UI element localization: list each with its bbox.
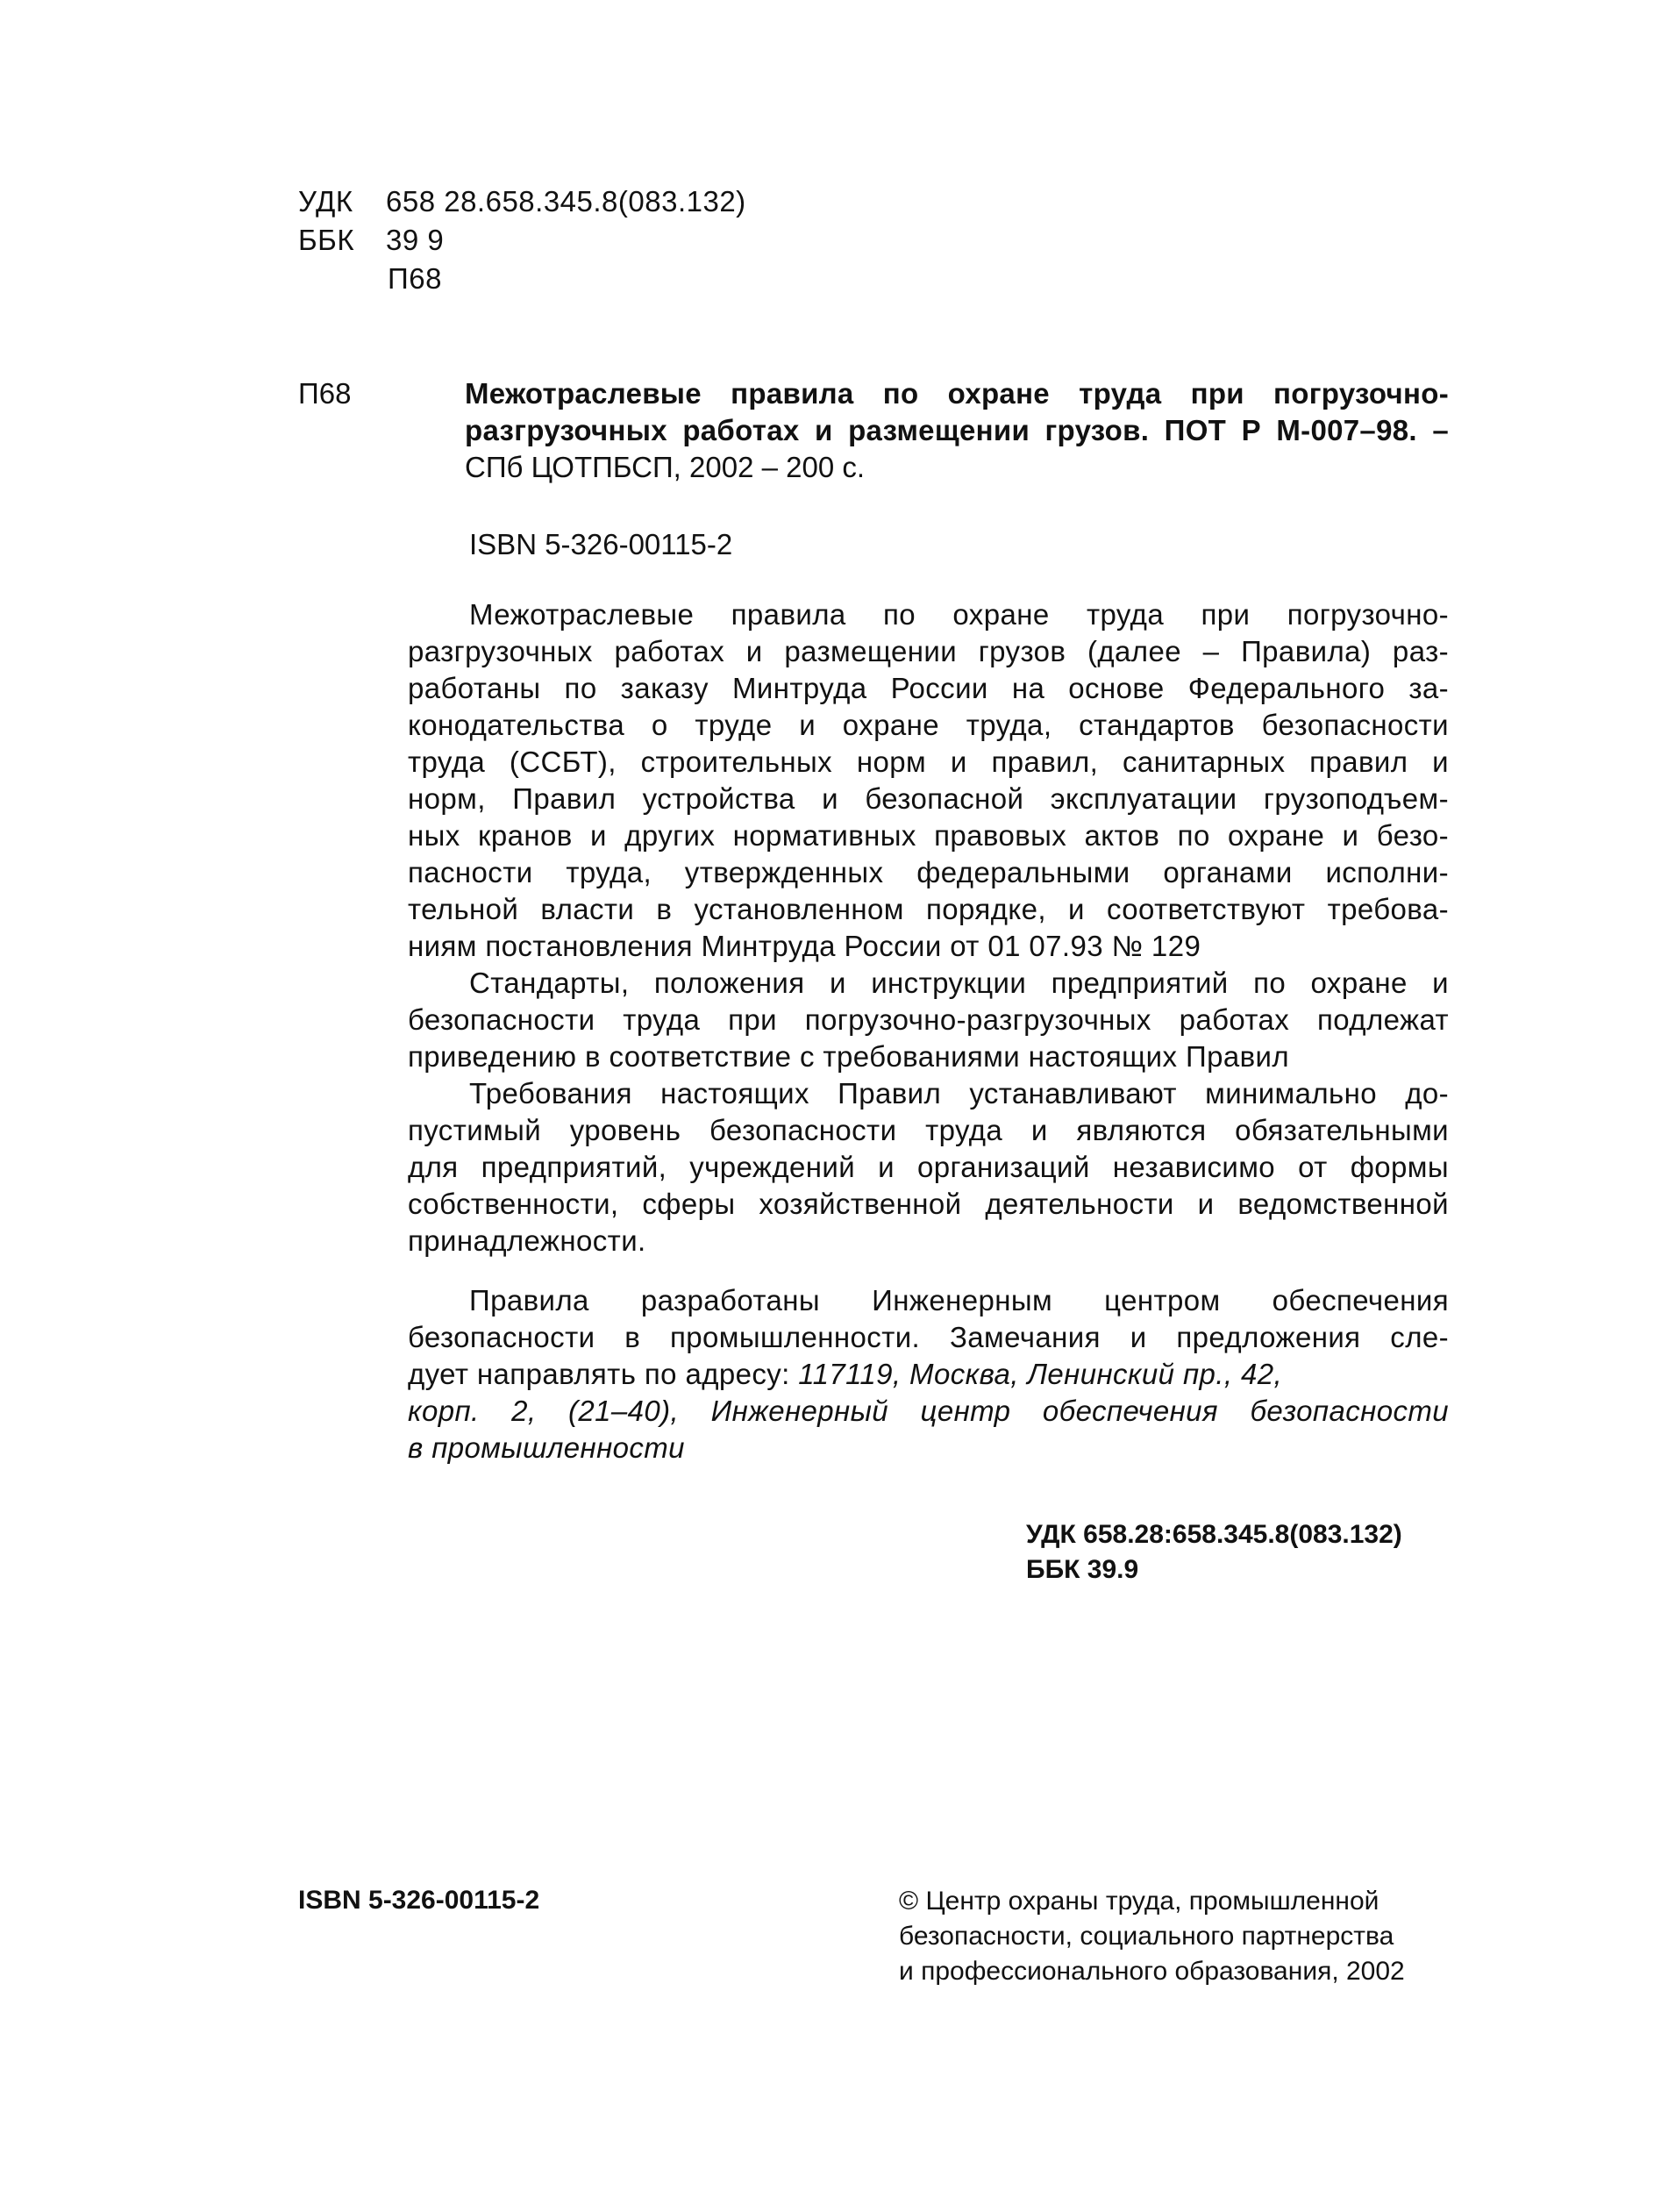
udk-key: УДК [298, 185, 353, 218]
bibliographic-title [465, 375, 1449, 486]
p1-line: конодательства о труде и охране труда, стандартов безопасности [408, 709, 1449, 741]
p3-line: принадлежности. [408, 1224, 646, 1257]
developer-note [408, 1282, 1449, 1466]
p2-line: Стандарты, положения и инструкции предприятий по охране и [469, 967, 1449, 999]
note-line: безопасности в промышленности. Замечания и предложения сле- [408, 1321, 1449, 1353]
abstract-paragraph-1 [408, 596, 1449, 965]
abstract-paragraph-2 [408, 965, 1449, 1075]
abstract-paragraph-3 [408, 1075, 1449, 1259]
bbk-key: ББК [298, 224, 355, 256]
bbk-line [298, 223, 444, 258]
p3-line: Требования настоящих Правил устанавливают минимально до- [469, 1077, 1449, 1110]
copyright-line: безопасности, социального партнерства [899, 1922, 1394, 1951]
bbk-value: 39 9 [386, 224, 445, 256]
title-line-2: разгрузочных работах и размещении грузов. ПОТ Р М-007–98. – [465, 414, 1449, 446]
classification-bottom [1026, 1517, 1402, 1588]
p1-line: работаны по заказу Минтруда России на основе Федерального за- [408, 672, 1449, 704]
udk-value: 658 28.658.345.8(083.132) [386, 185, 746, 218]
note-italic-line: в промышленности [408, 1431, 685, 1464]
title-line-1: Межотраслевые правила по охране труда при погрузочно- [465, 377, 1449, 410]
bbk-bottom: ББК 39.9 [1026, 1555, 1139, 1584]
author-sign-top: П68 [388, 262, 442, 295]
p1-line: норм, Правил устройства и безопасной эксплуатации грузоподъем- [408, 782, 1449, 815]
p2-line: приведению в соответствие с требованиями настоящих Правил [408, 1040, 1290, 1073]
author-sign-left: П68 [298, 377, 352, 410]
copyright-block [899, 1884, 1405, 1989]
note-italic-line: корп. 2, (21–40), Инженерный центр обеспечения безопасности [408, 1395, 1449, 1427]
p1-line: труда (ССБТ), строительных норм и правил, санитарных правил и [408, 746, 1449, 778]
p3-line: пустимый уровень безопасности труда и являются обязательными [408, 1114, 1449, 1146]
isbn-line: ISBN 5-326-00115-2 [469, 528, 733, 560]
note-address-italic: 117119, Москва, Ленинский пр., 42, [798, 1358, 1283, 1390]
imprint: СПб ЦОТПБСП, 2002 – 200 с. [465, 451, 866, 483]
p1-line: тельной власти в установленном порядке, и соответствуют требова- [408, 893, 1449, 925]
footer-isbn: ISBN 5-326-00115-2 [298, 1886, 540, 1915]
p1-line: разгрузочных работах и размещении грузов (далее – Правила) раз- [408, 635, 1449, 667]
udk-bottom: УДК 658.28:658.345.8(083.132) [1026, 1520, 1402, 1549]
p1-line: ных кранов и других нормативных правовых актов по охране и безо- [408, 819, 1449, 852]
copyright-line: © Центр охраны труда, промышленной [899, 1887, 1379, 1916]
note-address-prefix: дует направлять по адресу: [408, 1358, 799, 1390]
p2-line: безопасности труда при погрузочно-разгрузочных работах подлежат [408, 1003, 1449, 1036]
udk-line [298, 184, 746, 219]
p3-line: для предприятий, учреждений и организаций независимо от формы [408, 1151, 1449, 1183]
note-line-address [408, 1356, 1449, 1393]
p3-line: собственности, сферы хозяйственной деятельности и ведомственной [408, 1188, 1449, 1220]
note-line: Правила разработаны Инженерным центром обеспечения [469, 1284, 1449, 1316]
p1-line: ниям постановления Минтруда России от 01 07.93 № 129 [408, 930, 1201, 962]
p1-line: Межотраслевые правила по охране труда при погрузочно- [469, 598, 1449, 631]
copyright-line: и профессионального образования, 2002 [899, 1957, 1405, 1986]
p1-line: пасности труда, утвержденных федеральными органами исполни- [408, 856, 1449, 888]
